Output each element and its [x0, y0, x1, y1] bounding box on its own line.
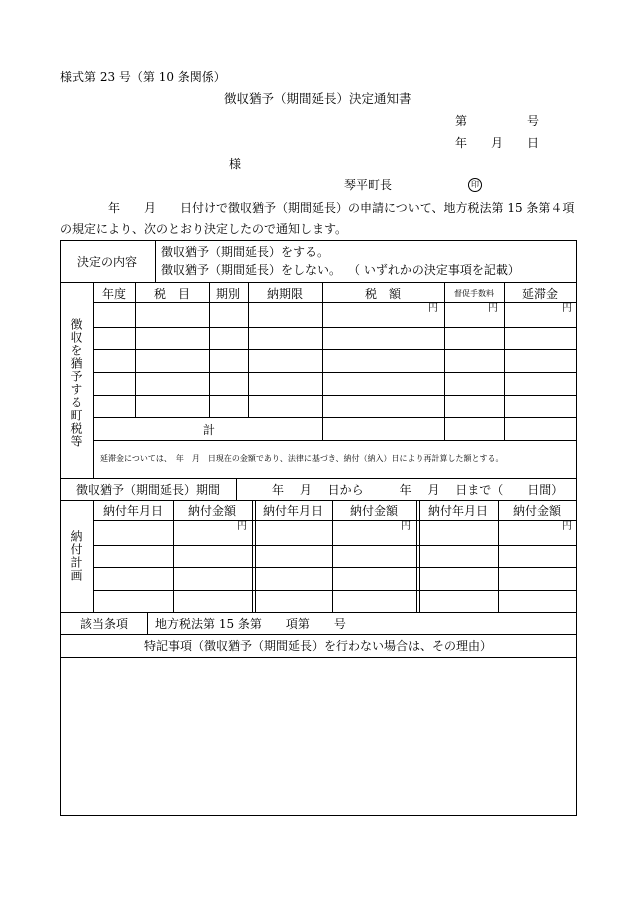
- decision-option-grant: 徴収猶予（期間延長）をする。: [161, 245, 330, 259]
- document-title: 徴収猶予（期間延長）決定通知書: [224, 91, 412, 106]
- payment-plan-side-label: 納付計画: [69, 530, 83, 582]
- header-dunning-fee: 督促手数料: [454, 289, 494, 298]
- rule: [147, 612, 148, 634]
- header-fiscal-year: 年度: [101, 287, 127, 301]
- plan-header-amount-3: 納付金額: [512, 504, 562, 518]
- doc-number-suffix: 号: [527, 114, 540, 128]
- clause-value: 地方税法第 15 条第 項第 号: [155, 617, 346, 631]
- date-day-label: 日: [527, 136, 540, 150]
- rule: [135, 282, 136, 417]
- decision-note: （ いずれかの決定事項を記載）: [348, 263, 520, 277]
- doc-number-prefix: 第: [455, 114, 468, 128]
- rule: [60, 478, 577, 479]
- rule: [93, 440, 577, 441]
- yen-unit-fee: 円: [488, 303, 498, 314]
- rule: [60, 500, 577, 501]
- rule: [155, 240, 156, 282]
- rule: [93, 282, 94, 478]
- period-label: 徴収猶予（期間延長）期間: [75, 483, 221, 497]
- yen-unit-plan-2: 円: [401, 521, 411, 532]
- decision-label: 決定の内容: [76, 255, 138, 269]
- rule: [93, 590, 577, 591]
- date-year-label: 年: [455, 136, 468, 150]
- late-charge-footnote: 延滞金については、 年 月 日現在の金額であり、法律に基づき、納付（納入）日により再計算した額とする。: [100, 454, 504, 463]
- seal-mark: 印: [468, 178, 482, 192]
- form-number: 様式第 23 号（第 10 条関係）: [60, 70, 226, 84]
- header-due-date: 納期限: [266, 287, 304, 301]
- decision-option-deny: 徴収猶予（期間延長）をしない。: [161, 263, 342, 277]
- rule: [416, 500, 417, 612]
- yen-unit-plan-3: 円: [562, 521, 572, 532]
- period-value: 年 月 日から 年 月 日まで（ 日間）: [272, 483, 564, 497]
- header-period: 期別: [215, 287, 241, 301]
- plan-header-amount-2: 納付金額: [349, 504, 399, 518]
- rule: [209, 282, 210, 417]
- rule: [60, 612, 577, 613]
- rule: [248, 282, 249, 417]
- rule: [504, 282, 505, 440]
- rule: [60, 657, 577, 658]
- rule: [93, 567, 577, 568]
- rule: [236, 478, 237, 500]
- plan-header-date-3: 納付年月日: [427, 504, 489, 518]
- rule: [498, 500, 499, 612]
- rule: [60, 282, 577, 283]
- plan-header-amount-1: 納付金額: [187, 504, 237, 518]
- remarks-label: 特記事項（徴収猶予（期間延長）を行わない場合は、その理由）: [143, 639, 493, 653]
- body-line-2: の規定により、次のとおり決定したので通知します。: [60, 222, 348, 236]
- rule: [93, 545, 577, 546]
- rule: [332, 500, 333, 612]
- clause-label: 該当条項: [79, 617, 129, 631]
- rule: [173, 500, 174, 612]
- header-late-charge: 延滞金: [521, 287, 559, 301]
- rule: [93, 520, 577, 521]
- rule: [60, 634, 577, 635]
- rule: [419, 500, 420, 612]
- plan-header-date-2: 納付年月日: [262, 504, 324, 518]
- total-label: 計: [202, 423, 216, 437]
- date-month-label: 月: [491, 136, 504, 150]
- rule: [93, 500, 94, 612]
- rule: [322, 282, 323, 440]
- tax-table-side-label: 徴収を猶予する町税等: [69, 318, 83, 448]
- rule: [252, 500, 253, 612]
- header-tax-amount: 税 額: [364, 287, 402, 301]
- plan-header-date-1: 納付年月日: [102, 504, 164, 518]
- issuer-name: 琴平町長: [344, 178, 393, 192]
- yen-unit-late: 円: [562, 303, 572, 314]
- body-line-1: 年 月 日付けで徴収猶予（期間延長）の申請について、地方税法第 15 条第４項: [108, 201, 575, 215]
- rule: [255, 500, 256, 612]
- header-tax-item: 税 目: [153, 287, 191, 301]
- yen-unit-tax: 円: [428, 303, 438, 314]
- yen-unit-plan-1: 円: [237, 521, 247, 532]
- addressee-suffix: 様: [229, 157, 242, 171]
- rule: [444, 282, 445, 440]
